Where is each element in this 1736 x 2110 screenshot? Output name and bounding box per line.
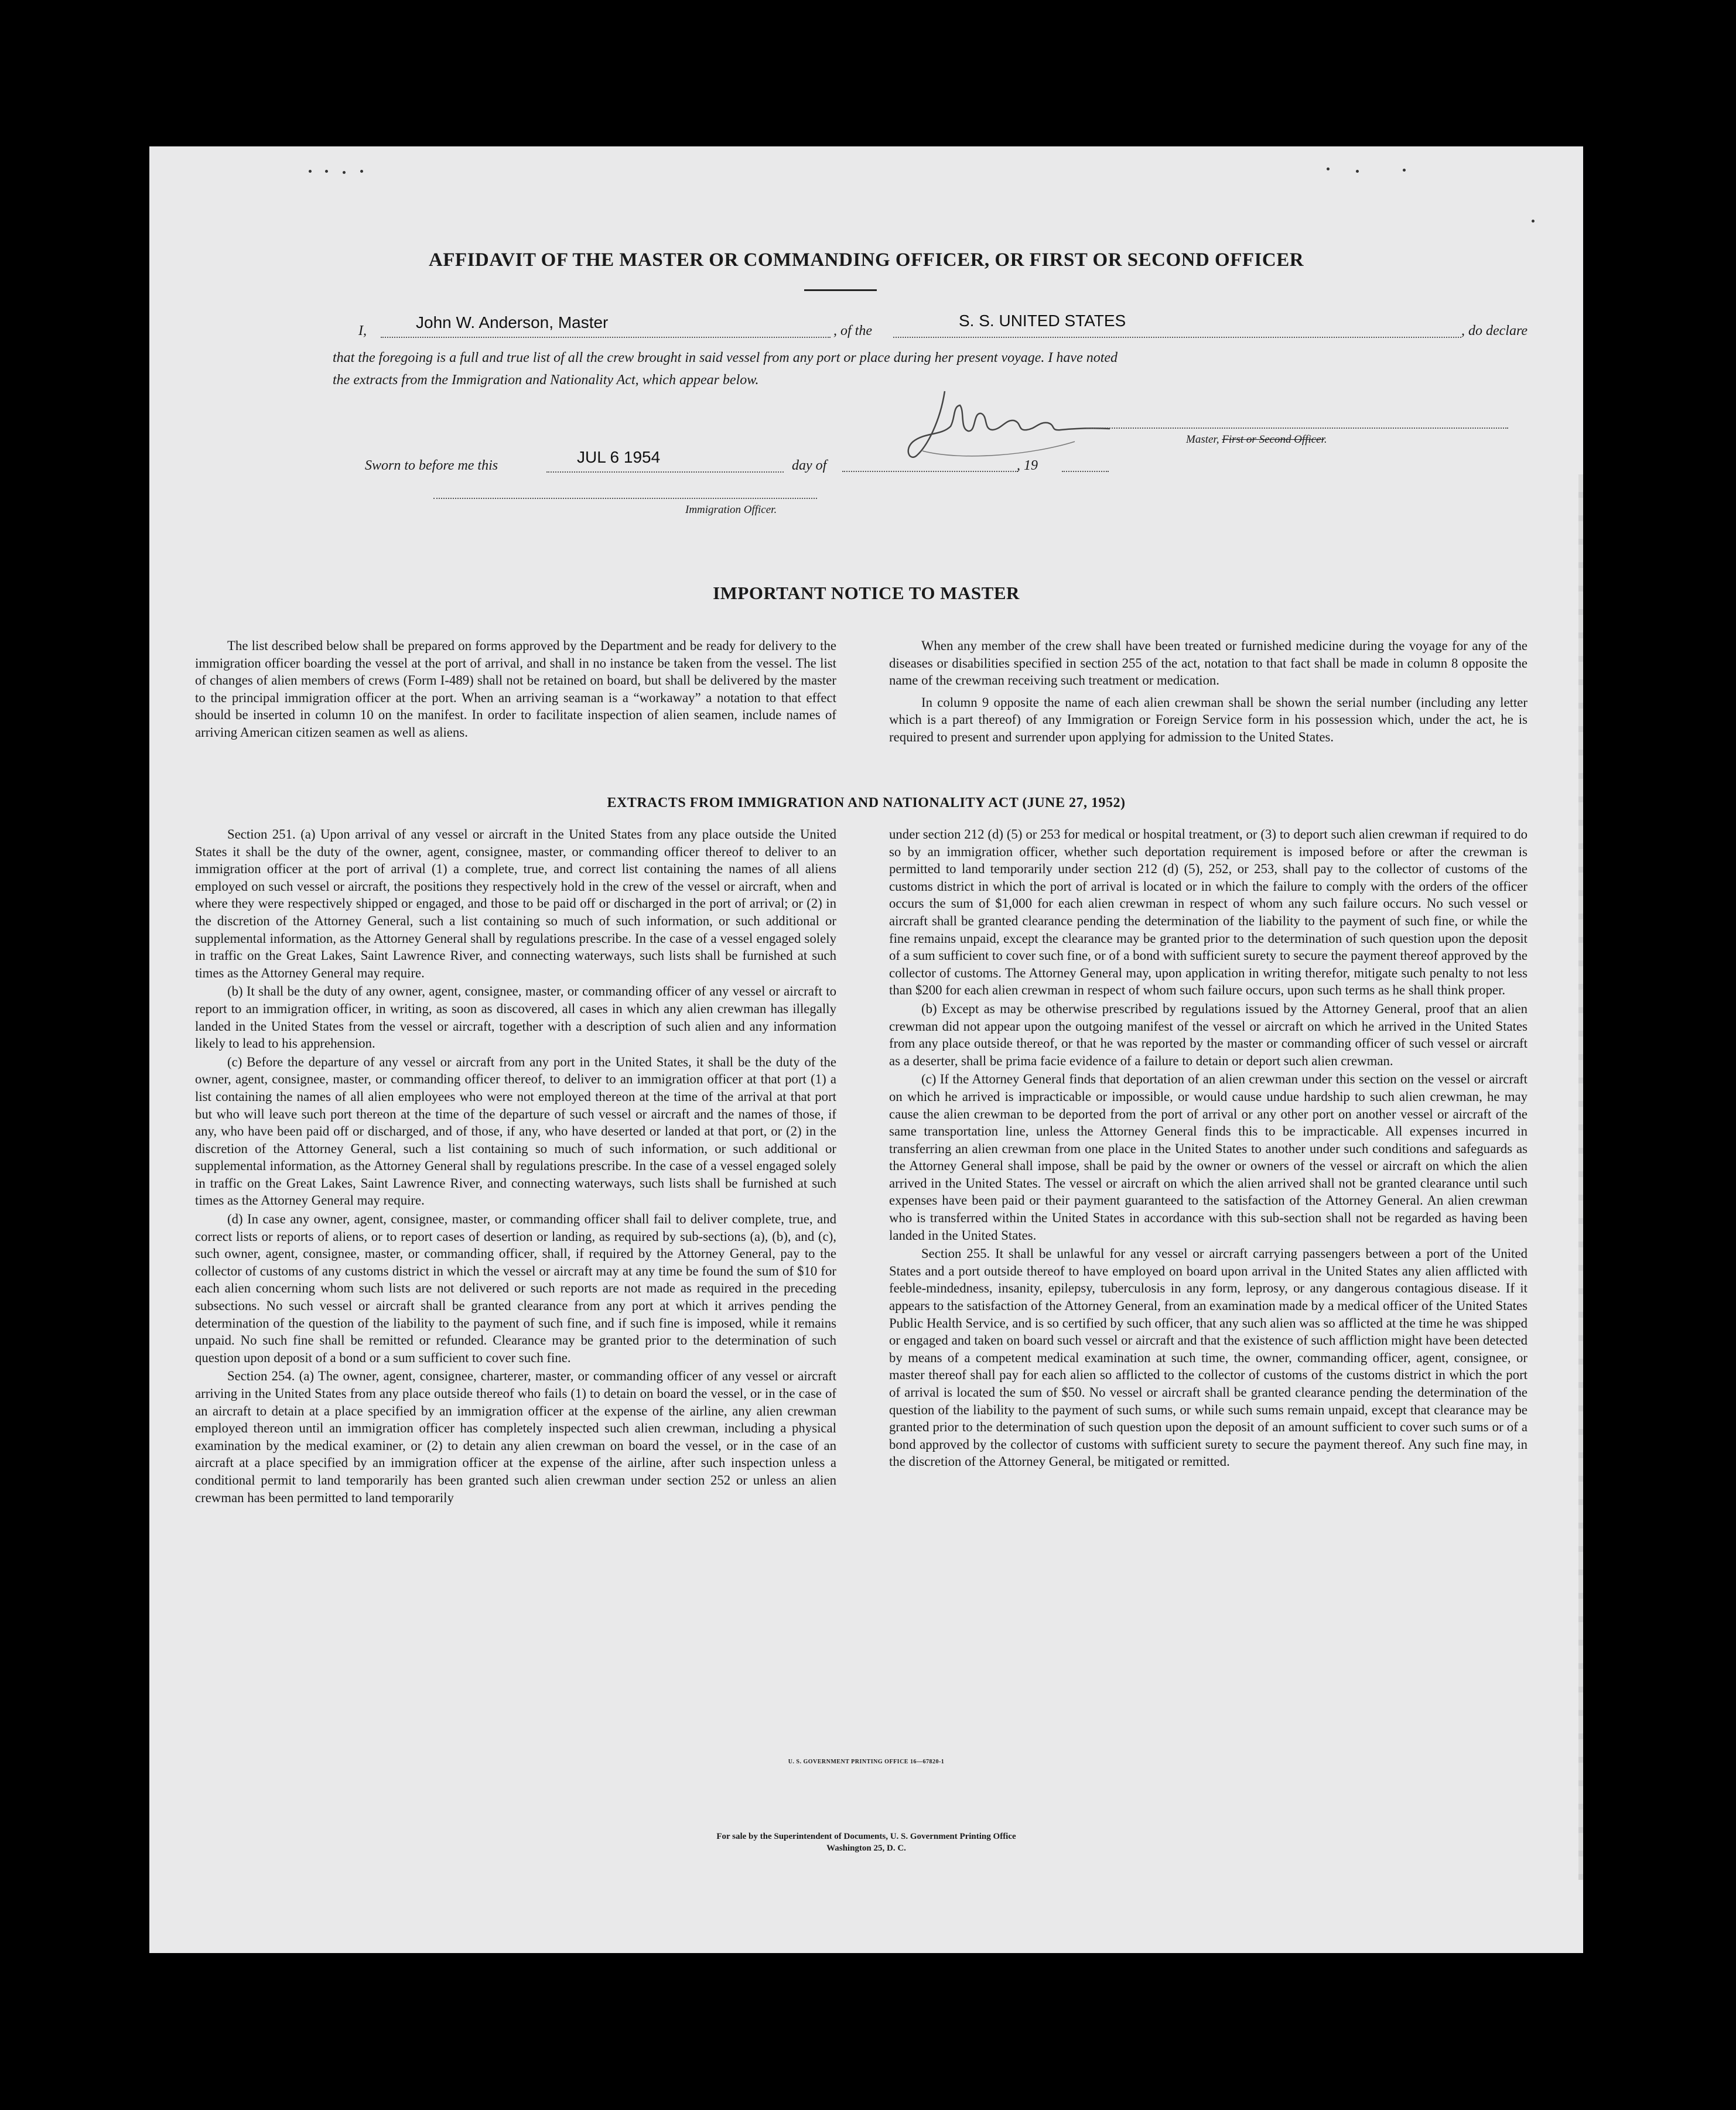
section-254-a: Section 254. (a) The owner, agent, consignee, charterer, master, or commanding officer of any vessel or aircraft arriving in the United States from any place outside thereof who fails (1) to detain on board the vessel, or in the case of an aircraft to detain at a place specified by an immigration officer at the expense of the airline, any alien crewman employed thereon until an immigration officer has completely inspected such alien crewman, including a physical examination by the medical examiner, or (2) to detain any alien crewman on board the vessel, or in the case of an aircraft at a place specified by an immigration officer at the expense of the airline, after such inspection unless a conditional permit to land temporarily has been granted such alien crewman under section 252 or unless an alien crewman has been permitted to land temporarily [195,1369,836,1505]
day-of-label: day of [792,458,827,473]
sworn-date-field [546,448,784,473]
section-251-c: (c) Before the departure of any vessel or aircraft from any port in the United States, it shall be the duty of the owner, agent, consignee, master, or commanding officer thereof, to deliver to an immigration officer at that port (1) a list containing the names of all alien employees who were not employed thereon at the time of the arrival at that port but who will leave such port thereon at the time of the departure of such vessel or aircraft and the names of those, if any, who have been paid off or discharged, and of those, if any, who have deserted or landed at that port, or (2) in the discretion of the Attorney General, such a list containing so much of such information, or such additional or supplemental information, as the Attorney General shall by regulations prescribe. In the case of a vessel engaged solely in traffic on the Great Lakes, Saint Lawrence River, and connecting waterways, such lists shall be furnished at such times as the Attorney General may require. [195,1054,836,1208]
extracts-right-column [889,826,1527,1472]
scan-speck [360,170,363,173]
signature-role [1186,433,1327,446]
declaration-line-2: that the foregoing is a full and true list of all the crew brought in said vessel from any port or place during her present voyage. I have noted [333,350,1118,365]
sworn-date-value: JUL 6 1954 [577,448,661,466]
document-sheet [149,146,1583,1953]
year-label: , 19 [1017,458,1038,473]
section-254-c: (c) If the Attorney General finds that deportation of an alien crewman under this section on the vessel or aircraft on which he arrived is impracticable or impossible, or would cause undue hardship to such alien crewman, he may cause the alien crewman to be deported from the port of arrival or any other port on another vessel or aircraft of the same transportation line, unless the Attorney General finds this to be impracticable. All expenses incurred in transferring an alien crewman from one place in the United States to another under such conditions and safeguards as the Attorney General shall impose, shall be paid by the owner or owners of the vessel or aircraft on which the alien arrived in the United States. The vessel or aircraft on which the alien arrived shall not be granted clearance until such expenses have been paid or their payment guaranteed to the satisfaction of the Attorney General. An alien crewman who is transferred within the United States in accordance with this sub-section shall not be regarded as having been landed in the United States. [889,1072,1527,1243]
notice-right-paragraph-1: When any member of the crew shall have been treated or furnished medicine during the voyage for any of the diseases or disabilities specified in section 255 of the act, notation to that fact shall be made in column 8 opposite the name of the crewman receiving such treatment or medication. [889,638,1527,688]
immigration-officer-label: Immigration Officer. [685,504,777,516]
role-master: Master, [1186,433,1219,446]
section-254-a-continued: under section 212 (d) (5) or 253 for medical or hospital treatment, or (3) to deport such alien crewman if required to do so by an immigration officer, whether such deportation requirement is imposed before or after the crewman is permitted to land temporarily under section 212 (d) (5), 252, or 253, shall pay to the collector of customs of the customs district in which the port of arrival is located or in which the failure to comply with the orders of the officer occurs the sum of $1,000 for each alien crewman in respect of whom any such failure occurs. No such vessel or aircraft shall be granted clearance pending the determination of the liability to the payment of such fine, or while the fine remains unpaid, except the clearance may be granted prior to the determination of such question upon the deposit of a sum sufficient to cover such fine, or of a bond with sufficient surety to secure the payment thereof approved by the collector of customs. The Attorney General may, upon application in writing therefor, mitigate such penalty to not less than $200 for each alien crewman in respect of whom such failure occurs, upon such terms as he shall think proper. [889,827,1527,998]
month-field [842,463,1018,472]
vessel-value: S. S. UNITED STATES [959,312,1126,330]
notice-left-column [195,637,836,743]
title-rule [804,289,877,291]
year-field [1062,463,1109,472]
scan-speck [1356,170,1359,173]
section-251-b: (b) It shall be the duty of any owner, agent, consignee, master, or commanding officer of any vessel or aircraft to report to an immigration officer, in writing, as soon as discovered, all cases in which any alien crewman has illegally landed in the United States from the vessel or aircraft, together with a description of such alien and any information likely to lead to his apprehension. [195,984,836,1051]
section-251-d: (d) In case any owner, agent, consignee, master, or commanding officer shall fail to deliver complete, true, and correct lists or reports of aliens, or to report cases of desertion or landing, as required by sub-sections (a), (b), and (c), such owner, agent, consignee, master, or commanding officer, shall, if required by the Attorney General, pay to the collector of customs of any customs district in which the vessel or aircraft may at any time be found the sum of $10 for each alien concerning whom such lists are not delivered or such reports are not made as required in the preceding subsections. No such vessel or aircraft shall be granted clearance from any port at which it arrives pending the determination of the question of the liability to the payment of such fine, and if such fine is imposed, while it remains unpaid. No such fine shall be remitted or refunded. Clearance may be granted prior to the determination of such question upon deposit of a bond or a sum sufficient to cover such fine. [195,1212,836,1365]
section-255: Section 255. It shall be unlawful for any vessel or aircraft carrying passengers between a port of the United States and a port outside thereof to have employed on board upon arrival in the United States any alien afflicted with feeble-mindedness, insanity, epilepsy, tuberculosis in any form, leprosy, or any dangerous contagious disease. If it appears to the satisfaction of the Attorney General, from an examination made by a medical officer of the United States Public Health Service, and is so certified by such officer, that any such alien was so afflicted at the time he was shipped or engaged and taken on board such vessel or aircraft and that the existence of such affliction might have been detected by means of a competent medical examination at such time, the owner, commanding officer, agent, consignee, or master thereof shall pay for each alien so afflicted to the collector of customs of the customs district in which the port of arrival is located the sum of $50. No vessel or aircraft shall be granted clearance pending the determination of the question of the liability to the payment of such sums, or while such sums remain unpaid, except that clearance may be granted prior to the determination of such question upon the deposit of an amount sufficient to cover such sums or of a bond approved by the collector of customs with sufficient surety to secure the payment thereof. Any such fine may, in the discretion of the Attorney General, be mitigated or remitted. [889,1246,1527,1469]
scan-speck [1532,220,1535,223]
sworn-label: Sworn to before me this [365,458,498,473]
officer-signature-line [433,492,817,499]
page-edge-shadow [1578,474,1583,1880]
declaration-line-3: the extracts from the Immigration and Nationality Act, which appear below. [333,372,759,388]
signature-line [1086,422,1508,429]
section-251-a: Section 251. (a) Upon arrival of any vessel or aircraft in the United States from any place outside the United States it shall be the duty of the owner, agent, consignee, master, or commanding officer thereof to deliver to an immigration officer at the port of arrival (1) a complete, true, and correct list containing the names of all aliens employed on such vessel or aircraft, the positions they respectively hold in the crew of the vessel or aircraft, when and where they were respectively shipped or engaged, and those to be paid off or discharged in the port of arrival; or (2) in the discretion of the Attorney General, such a list containing so much of such information, or such additional or supplemental information, as the Attorney General shall by regulations prescribe. In the case of a vessel engaged solely in traffic on the Great Lakes, Saint Lawrence River, and connecting waterways, such lists shall be furnished at such times as the Attorney General may require. [195,827,836,980]
notice-title: IMPORTANT NOTICE TO MASTER [713,583,1020,603]
role-period: . [1324,433,1327,446]
scan-speck [343,171,346,174]
scan-speck [1327,167,1330,170]
extracts-left-column [195,826,836,1507]
section-254-b: (b) Except as may be otherwise prescribed by regulations issued by the Attorney General, proof that an alien crewman did not appear upon the outgoing manifest of the vessel or aircraft on which he arrived in the United States from any place outside thereof, or that he was reported by the master or commanding officer of such vessel or aircraft as a deserter, shall be prima facie evidence of a failure to detain or deport such alien crewman. [889,1001,1527,1068]
notice-left-paragraph: The list described below shall be prepared on forms approved by the Department and be ready for delivery to the immigration officer boarding the vessel at the port of arrival, and shall in no instance be taken from the vessel. The list of changes of alien members of crews (Form I-489) shall not be retained on board, but shall be delivered by the master to the principal immigration officer at the port. When an arriving seaman is a “workaway” a notation to that effect should be inserted in column 10 on the manifest. In order to facilitate inspection of alien seamen, include names of arriving American citizen seamen as well as aliens. [195,638,836,740]
role-struck: First or Second Officer [1222,433,1324,446]
of-the-label: , of the [833,323,872,338]
name-field [381,313,831,338]
vessel-field [893,312,1461,338]
affidavit-i-label: I, [358,323,367,338]
printing-office-line: U. S. GOVERNMENT PRINTING OFFICE 16—67820-1 [788,1759,945,1765]
name-value: John W. Anderson, Master [416,313,609,331]
extracts-title: EXTRACTS FROM IMMIGRATION AND NATIONALITY ACT (JUNE 27, 1952) [607,795,1126,811]
notice-right-column [889,637,1527,747]
sale-line-2: Washington 25, D. C. [826,1844,906,1853]
scan-speck [1403,169,1406,172]
sale-line-1: For sale by the Superintendent of Documents, U. S. Government Printing Office [716,1832,1016,1841]
affidavit-title: AFFIDAVIT OF THE MASTER OR COMMANDING OFFICER, OR FIRST OR SECOND OFFICER [428,249,1304,271]
scan-speck [309,170,312,173]
do-declare-label: , do declare [1461,323,1528,338]
notice-right-paragraph-2: In column 9 opposite the name of each alien crewman shall be shown the serial number (including any letter which is a part thereof) of any Immigration or Foreign Service form in his possession which, under the act, he is required to present and surrender upon applying for admission to the United States. [889,695,1527,744]
scan-speck [325,170,328,173]
